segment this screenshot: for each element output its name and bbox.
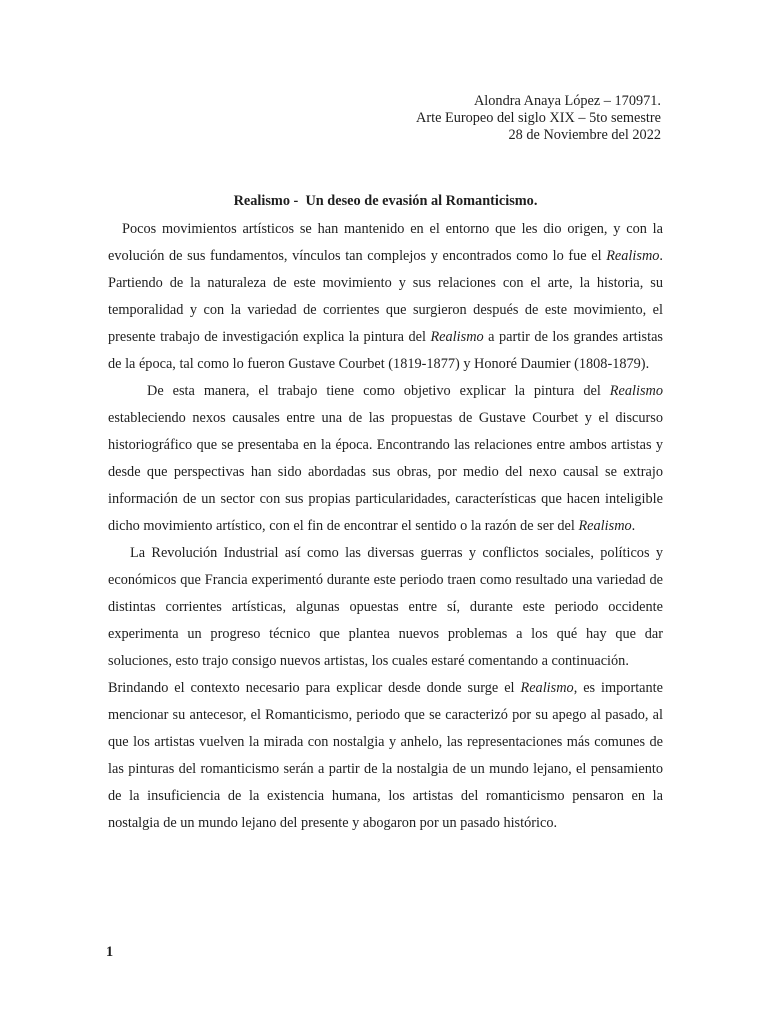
- course-line: Arte Europeo del siglo XIX – 5to semestre: [416, 110, 661, 126]
- paragraph-4-emphasis-1: Realismo: [520, 680, 574, 696]
- document-body: [108, 216, 663, 837]
- paragraph-1-emphasis-2: Realismo: [430, 329, 484, 345]
- paragraph-4-text-a: Brindando el contexto necesario para explicar desde donde surge el: [108, 680, 521, 696]
- date-line: 28 de Noviembre del 2022: [508, 127, 661, 143]
- paragraph-2-text-a: De esta manera, el trabajo tiene como objetivo explicar la pintura del: [147, 383, 610, 399]
- paragraph-3-text: La Revolución Industrial así como las diversas guerras y conflictos sociales, políticos y económicos que Francia experimentó durante este periodo traen como resultado una variedad de distintas corrientes artísticas, algunas opuestas entre sí, durante este periodo occidente experimenta un progreso técnico que plantea nuevos problemas a los qué hay que dar soluciones, esto trajo consigo nuevos artistas, los cuales estaré comentando a continuación.: [108, 545, 663, 669]
- paragraph-2-emphasis-2: Realismo: [578, 518, 632, 534]
- paragraph-2: [108, 378, 663, 540]
- author-line: Alondra Anaya López – 170971.: [473, 93, 661, 109]
- document-header: [416, 93, 661, 144]
- paragraph-1-text-b: . Partiendo de la naturaleza de este movimiento y sus relaciones con el arte, la historia, su temporalidad y con la variedad de corrientes que surgieron después de este movimiento, el presente trabajo de investigación explica la pintura del: [108, 248, 663, 345]
- paragraph-3: [108, 540, 663, 675]
- paragraph-1-text-a: Pocos movimientos artísticos se han mantenido en el entorno que les dio origen, y con la evolución de sus fundamentos, vínculos tan complejos y encontrados como lo fue el: [108, 221, 663, 264]
- document-title: Realismo - Un deseo de evasión al Romanticismo.: [233, 193, 538, 209]
- paragraph-2-text-c: .: [631, 518, 636, 534]
- paragraph-1-text-c: a partir de los grandes artistas de la época, tal como lo fueron Gustave Courbet (1819-1877) y Honoré Daumier (1808-1879).: [108, 329, 663, 372]
- paragraph-1-emphasis-1: Realismo: [606, 248, 660, 264]
- paragraph-1: [108, 216, 663, 378]
- page-number: 1: [106, 944, 114, 960]
- paragraph-4-text-b: , es importante mencionar su antecesor, el Romanticismo, periodo que se caracterizó por su apego al pasado, al que los artistas vuelven la mirada con nostalgia y anhelo, las representaciones más comunes de las pinturas del romanticismo serán a partir de la nostalgia de un mundo lejano, el pensamiento de la insuficiencia de la existencia humana, los artistas del romanticismo pensaron en la nostalgia de un mundo lejano del presente y abogaron por un pasado histórico.: [108, 680, 663, 831]
- paragraph-4: [108, 675, 663, 837]
- paragraph-2-text-b: estableciendo nexos causales entre una de las propuestas de Gustave Courbet y el discurso historiográfico que se presentaba en la época. Encontrando las relaciones entre ambos artistas y desde que perspectivas han sido abordadas sus obras, por medio del nexo causal se extrajo información de un sector con sus propias particularidades, características que hacen inteligible dicho movimiento artístico, con el fin de encontrar el sentido o la razón de ser del: [108, 410, 663, 534]
- paragraph-2-emphasis-1: Realismo: [609, 383, 663, 399]
